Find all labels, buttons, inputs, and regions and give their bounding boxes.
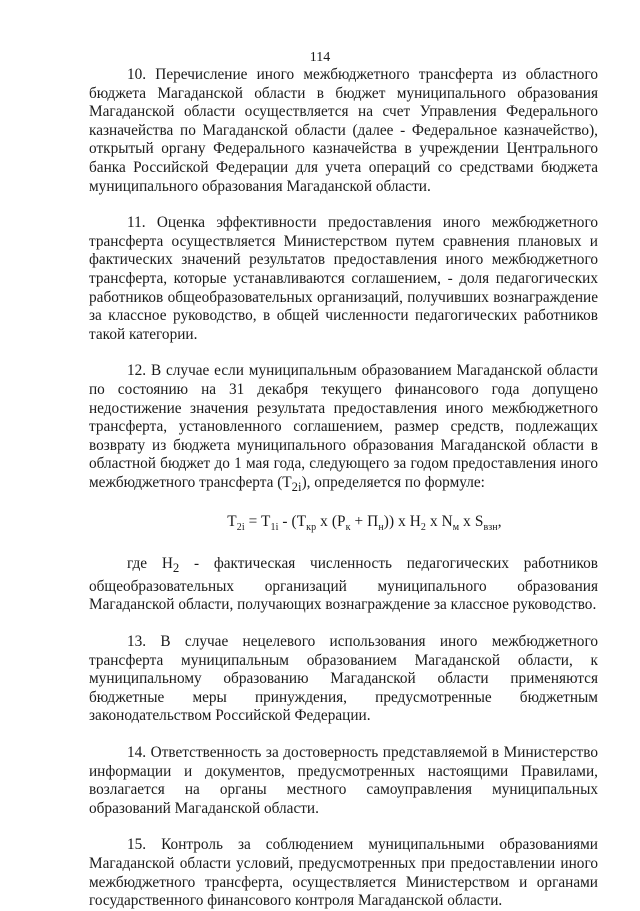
document-body <box>89 66 598 911</box>
page-number: 114 <box>309 50 331 65</box>
formula-k-sub: к <box>345 521 351 533</box>
formula-mid2: x (P <box>316 512 346 530</box>
formula-n-sub: н <box>378 521 384 533</box>
formula-mid3: + П <box>350 512 379 530</box>
formula-kr-sub: кр <box>306 521 317 533</box>
formula-mid1: - (T <box>278 512 307 530</box>
paragraph-14: 14. Ответственность за достоверность представляемой в Министерство информации и документов, предусмотренных настоящими Правилами, возлагается на органы местного самоуправления муниципальных образований Магаданской области. <box>89 743 598 817</box>
paragraph-12-subscript: 2i <box>291 479 302 494</box>
formula-vz-sub: взн <box>483 521 498 533</box>
formula-h-sub: 2 <box>420 521 427 533</box>
formula-t1-sub: 1i <box>270 521 279 533</box>
formula-t2-sub: 2i <box>236 521 245 533</box>
explanation-sub: 2 <box>172 561 180 576</box>
paragraph-15: 15. Контроль за соблюдением муниципальными образованиями Магаданской области условий, предусмотренных при предоставлении иного межбюджетного трансферта, осуществляется Министерством и органами государственного финансового контроля Магаданской области. <box>89 836 598 910</box>
paragraph-12 <box>89 362 598 496</box>
formula-mid6: x S <box>459 512 484 530</box>
formula-end: , <box>497 512 502 530</box>
formula <box>89 513 598 538</box>
paragraph-13: 13. В случае нецелевого использования иного межбюджетного трансферта муниципальным образованием Магаданской области, к муниципальному образованию Магаданской области применяются бюджетные меры принуждения, предусмотренные бюджетным законодательством Российской Федерации. <box>89 632 598 725</box>
paragraph-11: 11. Оценка эффективности предоставления иного межбюджетного трансферта осуществляется Министерством путем сравнения плановых и фактических значений результатов предоставления иного межбюджетного трансферта, которые устанавливаются соглашением, - доля педагогических работников общеобразовательных организаций, получивших вознаграждение за классное руководство, в общей численности педагогических работников такой категории. <box>89 214 598 343</box>
formula-t2: T <box>227 512 237 530</box>
paragraph-10: 10. Перечисление иного межбюджетного трансферта из областного бюджета Магаданской области в бюджет муниципального образования Магаданской области осуществляется на счет Управления Федерального казначейства по Магаданской области (далее - Федеральное казначейство), открытый органу Федерального казначейства в учреждении Центрального банка Российской Федерации для учета операций со средствами бюджета муниципального образования Магаданской области. <box>89 66 598 195</box>
formula-m-sub: м <box>452 521 460 533</box>
explanation-tail: - фактическая численность педагогических работников общеобразовательных организаций муниципального образования Магаданской области, получающих вознаграждение за классное руководство. <box>89 555 598 614</box>
formula-explanation <box>89 555 598 615</box>
paragraph-12-text: 12. В случае если муниципальным образованием Магаданской области по состоянию на 31 декабря текущего финансового года допущено недостижение значения результата предоставления иного межбюджетного трансферта, установленного соглашением, размер средств, подлежащих возврату из бюджета муниципального образования Магаданской области в областной бюджет до 1 мая года, следующего за годом предоставления иного межбюджетного трансферта (T <box>89 362 598 491</box>
formula-eq: = T <box>244 512 271 530</box>
explanation-text: где H <box>127 555 173 573</box>
formula-mid4: )) x H <box>383 512 421 530</box>
formula-mid5: x N <box>426 512 453 530</box>
paragraph-12-tail: ), определяется по формуле: <box>301 473 485 491</box>
